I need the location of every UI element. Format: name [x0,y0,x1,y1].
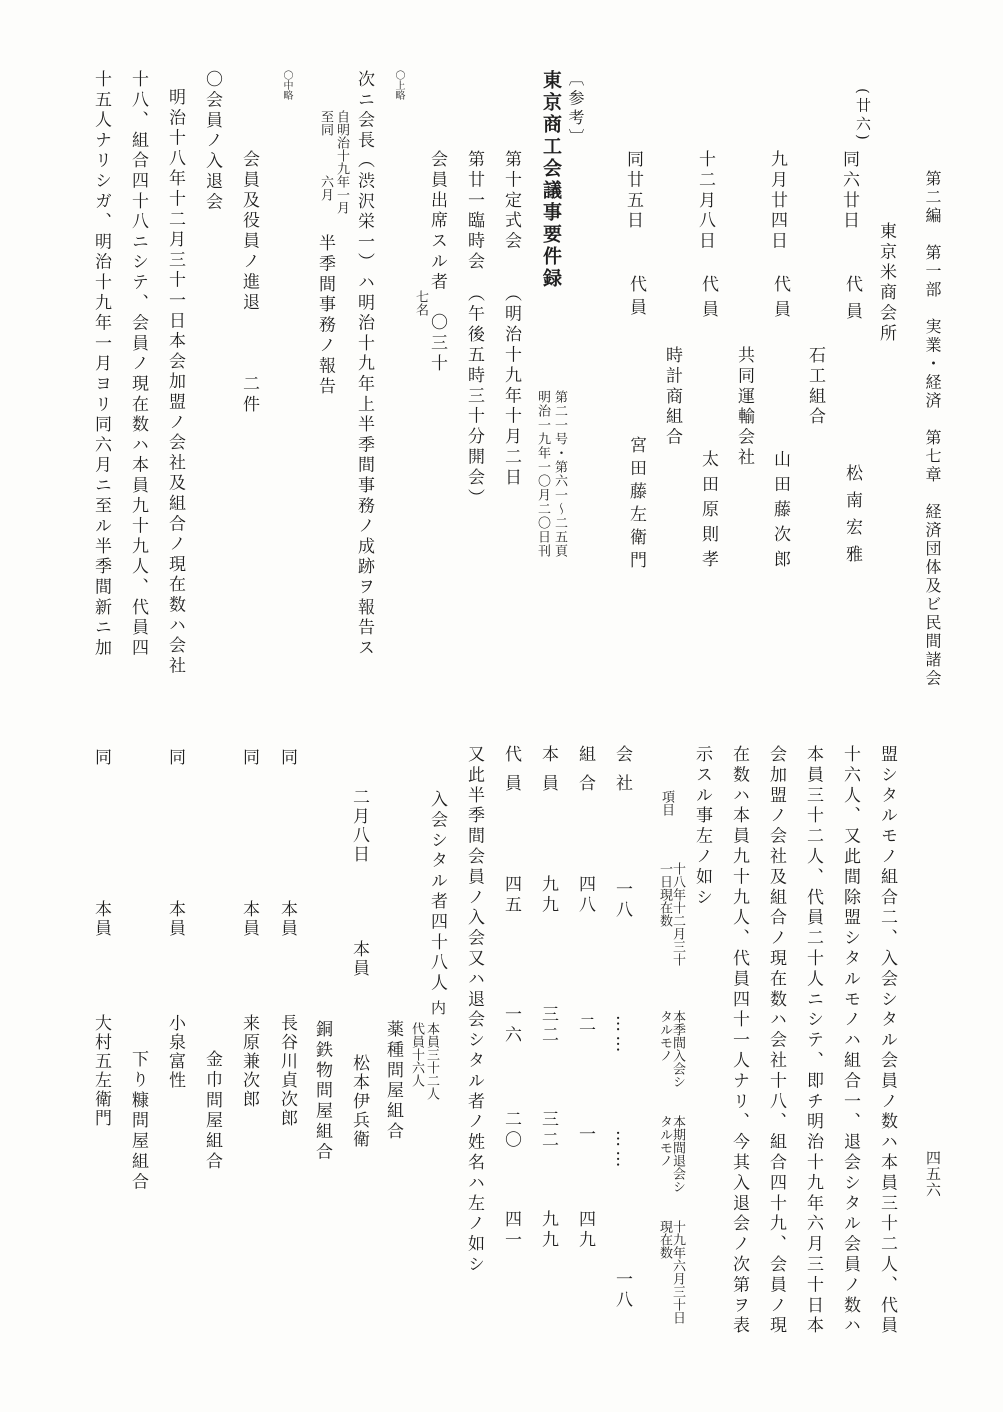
table-cell: 一六 [501,1005,521,1046]
meeting-line: 第十定式会 （明治十九年十月二日 [501,150,521,489]
table-cell: 四九 [575,1210,595,1251]
text-line: 十五人ナリシガ、明治十九年一月ヨリ同六月ニ至ル半季間新ニ加 [91,70,111,659]
text-line: 又此半季間会員ノ入会又ハ退会シタル者ノ姓名ハ左ノ如シ [464,745,484,1276]
date-line: 同六廿日 [839,150,859,232]
text-line: 石工組合 [805,346,825,428]
text-line: 半季間事務ノ報告 [315,234,335,398]
source-citation: 明治一九年一〇月二〇日刊 [535,390,550,558]
period-from: 自明治十九年一月 [334,110,349,214]
table-row-label: 代員 [501,745,521,803]
table-cell: 九九 [538,1210,558,1251]
text-line: 次ニ会長（渋沢栄一）ハ明治十九年上半季間事務ノ成跡ヲ報告ス [354,70,374,659]
text-line: 東京米商会所 [876,222,896,345]
table-cell: 九九 [538,875,558,916]
attendance-line: 会員出席スル者 〇三十 [427,150,447,375]
organization: 下り糠問屋組合 [128,1050,148,1193]
table-header: 本季間入会シタルモノ [657,1010,685,1088]
text-line: 明治十八年十二月三十一日本会加盟ノ会社及組合ノ現在数ハ会社 [165,88,185,677]
text-line: 在数ハ本員九十九人、代員四十一人ナリ、今其入退会ノ次第ヲ表 [729,745,749,1337]
section-heading: 〇会員ノ入退会 [202,70,222,213]
table-cell: 三二 [538,1110,558,1151]
table-cell: …… [612,1015,632,1056]
text-line: 会加盟ノ会社及組合ノ現在数ハ会社十八、組合四十九、会員ノ現 [766,745,786,1337]
table-row-label: 本員 [538,745,558,803]
attendance-count: 七名 [413,290,428,316]
member-entry: 同 本員 長谷川貞次郎 [277,748,297,1128]
date-line: 十二月八日 [695,150,715,252]
text-line: 示スル事左ノ如シ [692,745,712,909]
table-header: 十八年十二月三十一日現在数 [657,862,685,966]
omission-note: 〇上略 [393,70,404,100]
date-line: 九月廿四日 [767,150,787,252]
member-entry: 同 本員 大村五左衛門 [91,748,111,1128]
table-cell: 一八 [612,1270,632,1311]
table-cell: 二 [575,1015,595,1036]
period-to: 至同 六月 [318,110,333,201]
table-cell: 一 [575,1125,595,1146]
text-line: 十八、組合四十八ニシテ、会員ノ現在数ハ本員九十九人、代員四 [128,70,148,659]
reference-tag: 〔参考〕 [566,70,585,148]
organization: 薬種問屋組合 [383,1020,403,1143]
table-row-label: 組合 [575,745,595,803]
table-cell: 三二 [538,1005,558,1046]
text-line: 本員三十二人、代員二十人ニシテ、即チ明治十九年六月三十日本 [803,745,823,1337]
table-cell: 一八 [612,880,632,921]
omission-note: 〇中略 [281,70,292,100]
table-header: 十九年六月三十日現在数 [657,1220,685,1324]
text-line: 代員 宮田藤左衛門 [626,275,646,574]
source-citation: 第二一号・第六一～二五頁 [552,390,567,558]
text-line: 内 [429,1000,447,1015]
page-number: 四五六 [924,1150,942,1198]
table-cell: 四五 [501,875,521,916]
text-line: 時計商組合 [662,346,682,448]
member-entry: 二月八日 本員 松本伊兵衛 [349,788,369,1149]
table-cell: 二〇 [501,1110,521,1151]
text-line: 十六人、又此間除盟シタルモノハ組合一、退会シタル会員ノ数ハ [840,745,860,1337]
table-cell: 四八 [575,875,595,916]
date-line: 同廿五日 [623,150,643,232]
text-line: 盟シタルモノ組合二、入会シタル会員ノ数ハ本員三十二人、代員 [877,745,897,1337]
table-header: 本期間退会シタルモノ [657,1115,685,1193]
member-entry: 同 本員 小泉富性 [165,748,185,1090]
organization: 金巾問屋組合 [202,1050,222,1173]
table-cell: …… [612,1130,632,1171]
text-line: 代員 太田原則孝 [698,275,718,575]
member-entry: 同 本員 来原兼次郎 [239,748,259,1109]
document-title: 東京商工会議事要件録 [540,70,562,290]
text-line: 共同運輸会社 [734,346,754,469]
text-line: 代員 松南宏雅 [842,275,862,572]
text-line: 入会シタル者四十八人 [427,790,447,994]
text-line: 会員及役員ノ進退 二件 [239,150,259,416]
table-cell: 四一 [501,1210,521,1251]
breakdown: 本員三十二人 [424,1022,439,1100]
breakdown: 代員十六人 [409,1022,424,1087]
text-line: 代員 山田藤次郎 [770,275,790,575]
running-head: 第二編 第一部 実業・経済 第七章 経済団体及ビ民間諸会 [923,170,942,688]
organization: 銅鉄物問屋組合 [312,1020,332,1163]
table-row-label: 会社 [612,745,632,803]
table-header-label: 項目 [659,790,674,816]
date-line: (廿六) [854,88,872,144]
meeting-line: 第廿一臨時会 （午後五時三十分開会） [464,150,484,509]
